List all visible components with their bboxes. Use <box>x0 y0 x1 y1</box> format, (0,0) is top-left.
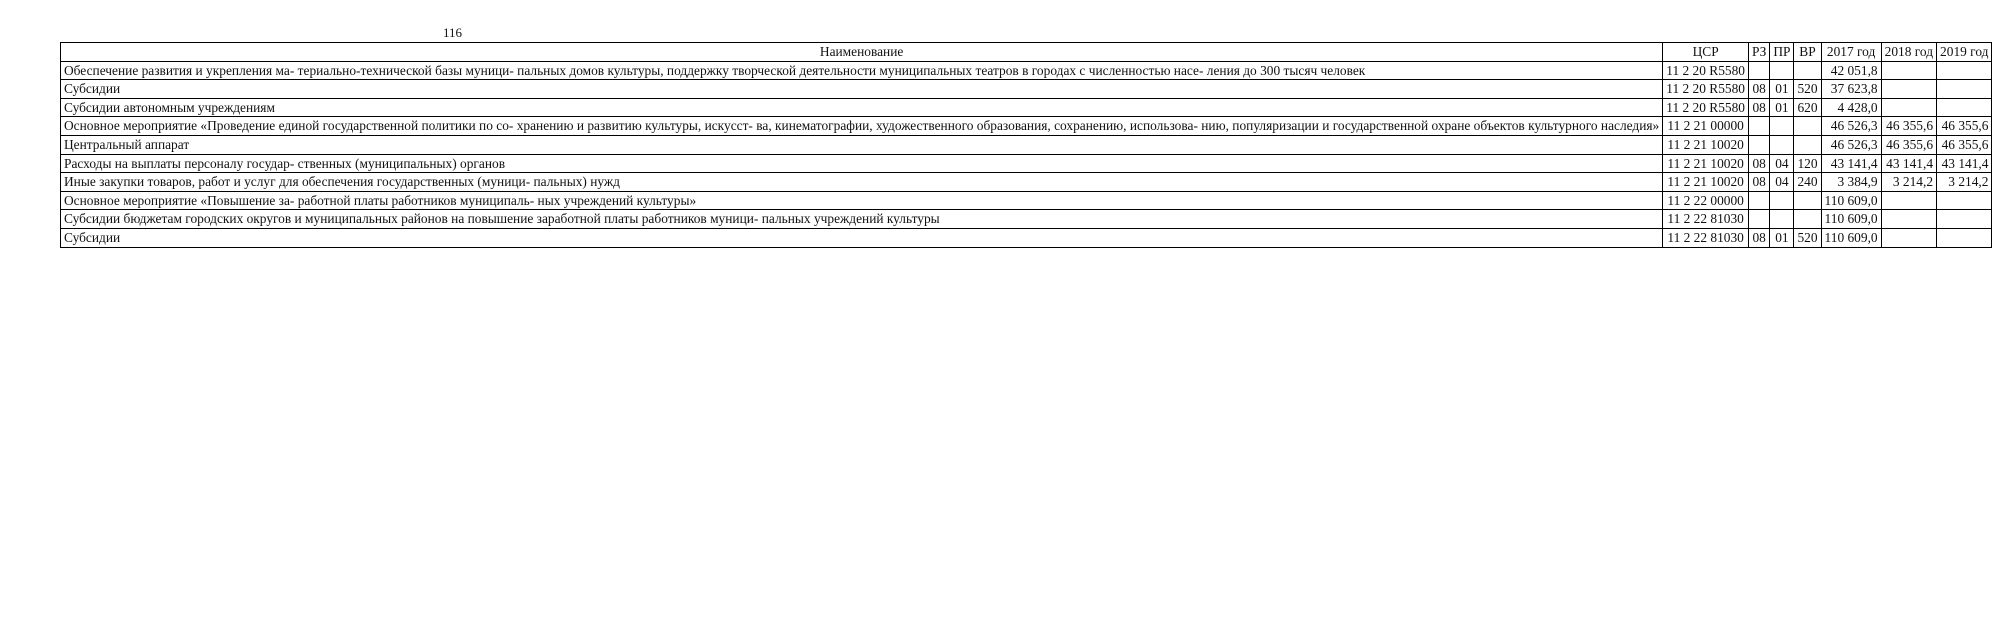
cell-year-2018 <box>1881 191 1936 210</box>
header-year-2018: 2018 год <box>1881 43 1936 62</box>
cell-pr <box>1770 191 1794 210</box>
cell-pr <box>1770 61 1794 80</box>
cell-year-2018 <box>1881 228 1936 247</box>
cell-pr: 01 <box>1770 98 1794 117</box>
table-row <box>61 135 1992 154</box>
cell-year-2017: 4 428,0 <box>1821 98 1881 117</box>
cell-name: Субсидии бюджетам городских округов и муниципальных районов на повышение заработной платы работников муници- пальных учреждений культуры <box>61 210 1663 229</box>
cell-rz <box>1749 191 1770 210</box>
cell-pr <box>1770 117 1794 136</box>
header-csr: ЦСР <box>1663 43 1749 62</box>
cell-pr: 04 <box>1770 154 1794 173</box>
cell-name: Основное мероприятие «Проведение единой государственной политики по со- хранению и развитию культуры, искусст- ва, кинематографии, художественного образования, сохранению, использова- нию, популяризации и государственной охране объектов культурного наследия» <box>61 117 1663 136</box>
cell-csr: 11 2 20 R5580 <box>1663 80 1749 99</box>
cell-rz: 08 <box>1749 173 1770 192</box>
header-rz: РЗ <box>1749 43 1770 62</box>
cell-year-2019: 46 355,6 <box>1937 117 1992 136</box>
cell-csr: 11 2 22 00000 <box>1663 191 1749 210</box>
cell-csr: 11 2 22 81030 <box>1663 228 1749 247</box>
cell-year-2018: 46 355,6 <box>1881 117 1936 136</box>
table-row <box>61 117 1992 136</box>
cell-year-2019 <box>1937 98 1992 117</box>
cell-rz <box>1749 61 1770 80</box>
cell-name: Субсидии автономным учреждениям <box>61 98 1663 117</box>
cell-pr <box>1770 135 1794 154</box>
cell-year-2019: 46 355,6 <box>1937 135 1992 154</box>
cell-name: Субсидии <box>61 228 1663 247</box>
budget-table <box>60 42 1992 248</box>
cell-year-2017: 110 609,0 <box>1821 228 1881 247</box>
cell-vr: 120 <box>1794 154 1821 173</box>
table-body <box>61 61 1992 247</box>
cell-year-2017: 110 609,0 <box>1821 210 1881 229</box>
cell-name: Основное мероприятие «Повышение за- работной платы работников муниципаль- ных учреждений культуры» <box>61 191 1663 210</box>
cell-vr <box>1794 135 1821 154</box>
cell-vr <box>1794 117 1821 136</box>
cell-csr: 11 2 20 R5580 <box>1663 61 1749 80</box>
cell-csr: 11 2 21 10020 <box>1663 135 1749 154</box>
table-row <box>61 228 1992 247</box>
cell-csr: 11 2 21 10020 <box>1663 173 1749 192</box>
table-row <box>61 61 1992 80</box>
cell-name: Субсидии <box>61 80 1663 99</box>
cell-pr: 01 <box>1770 80 1794 99</box>
cell-year-2019: 3 214,2 <box>1937 173 1992 192</box>
cell-vr: 520 <box>1794 80 1821 99</box>
cell-year-2018: 43 141,4 <box>1881 154 1936 173</box>
header-vr: ВР <box>1794 43 1821 62</box>
cell-csr: 11 2 22 81030 <box>1663 210 1749 229</box>
table-row <box>61 98 1992 117</box>
cell-name: Обеспечение развития и укрепления ма- териально-технической базы муници- пальных домов культуры, поддержку творческой деятельности муниципальных театров в городах с численностью насе- ления до 300 тысяч человек <box>61 61 1663 80</box>
cell-pr: 01 <box>1770 228 1794 247</box>
table-row <box>61 210 1992 229</box>
cell-year-2018: 3 214,2 <box>1881 173 1936 192</box>
cell-csr: 11 2 21 00000 <box>1663 117 1749 136</box>
cell-year-2018 <box>1881 210 1936 229</box>
cell-year-2017: 43 141,4 <box>1821 154 1881 173</box>
cell-rz <box>1749 117 1770 136</box>
table-header-row <box>61 43 1992 62</box>
cell-year-2019: 43 141,4 <box>1937 154 1992 173</box>
cell-vr <box>1794 191 1821 210</box>
table-row <box>61 80 1992 99</box>
cell-csr: 11 2 20 R5580 <box>1663 98 1749 117</box>
page-number: 116 <box>442 25 463 40</box>
header-year-2019: 2019 год <box>1937 43 1992 62</box>
table-row <box>61 154 1992 173</box>
cell-rz <box>1749 210 1770 229</box>
cell-year-2017: 110 609,0 <box>1821 191 1881 210</box>
cell-rz: 08 <box>1749 154 1770 173</box>
cell-year-2017: 37 623,8 <box>1821 80 1881 99</box>
cell-pr: 04 <box>1770 173 1794 192</box>
cell-vr <box>1794 61 1821 80</box>
cell-name: Расходы на выплаты персоналу государ- ственных (муниципальных) органов <box>61 154 1663 173</box>
cell-year-2018 <box>1881 98 1936 117</box>
header-pr: ПР <box>1770 43 1794 62</box>
cell-year-2019 <box>1937 228 1992 247</box>
header-name: Наименование <box>61 43 1663 62</box>
cell-rz: 08 <box>1749 80 1770 99</box>
cell-year-2017: 3 384,9 <box>1821 173 1881 192</box>
cell-pr <box>1770 210 1794 229</box>
cell-year-2019 <box>1937 210 1992 229</box>
cell-year-2018 <box>1881 80 1936 99</box>
cell-vr: 520 <box>1794 228 1821 247</box>
cell-csr: 11 2 21 10020 <box>1663 154 1749 173</box>
cell-vr: 240 <box>1794 173 1821 192</box>
cell-year-2019 <box>1937 61 1992 80</box>
cell-rz: 08 <box>1749 98 1770 117</box>
cell-year-2017: 46 526,3 <box>1821 117 1881 136</box>
cell-vr <box>1794 210 1821 229</box>
cell-year-2017: 42 051,8 <box>1821 61 1881 80</box>
cell-vr: 620 <box>1794 98 1821 117</box>
cell-year-2018: 46 355,6 <box>1881 135 1936 154</box>
cell-year-2019 <box>1937 80 1992 99</box>
cell-name: Иные закупки товаров, работ и услуг для обеспечения государственных (муници- пальных) нужд <box>61 173 1663 192</box>
cell-year-2017: 46 526,3 <box>1821 135 1881 154</box>
cell-rz <box>1749 135 1770 154</box>
table-row <box>61 191 1992 210</box>
header-year-2017: 2017 год <box>1821 43 1881 62</box>
cell-year-2018 <box>1881 61 1936 80</box>
cell-name: Центральный аппарат <box>61 135 1663 154</box>
table-row <box>61 173 1992 192</box>
cell-year-2019 <box>1937 191 1992 210</box>
cell-rz: 08 <box>1749 228 1770 247</box>
